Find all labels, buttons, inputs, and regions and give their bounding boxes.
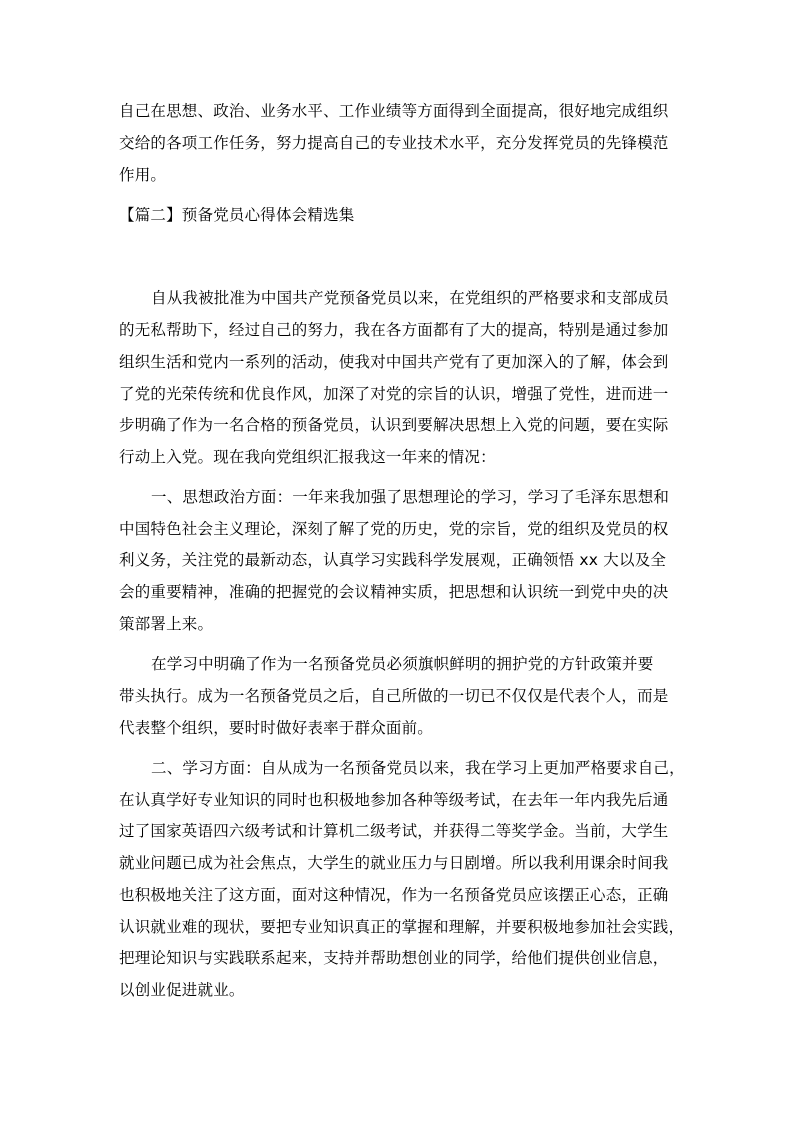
paragraph-line: 二、学习方面：自从成为一名预备党员以来，我在学习上更加严格要求自己， (151, 759, 685, 777)
paragraph-line: 自己在思想、政治、业务水平、工作业绩等方面得到全面提高，很好地完成组织 (119, 102, 669, 120)
section-heading: 【篇二】预备党员心得体会精选集 (119, 206, 355, 224)
paragraph-line: 步明确了作为一名合格的预备党员，认识到要解决思想上入党的问题，要在实际 (119, 416, 669, 434)
paragraph-line: 会的重要精神，准确的把握党的会议精神实质，把思想和认识统一到党中央的决 (119, 583, 669, 601)
paragraph-line: 策部署上来。 (119, 615, 214, 633)
paragraph-line: 也积极地关注了这方面，面对这种情况，作为一名预备党员应该摆正心态，正确 (119, 886, 669, 904)
paragraph-line: 交给的各项工作任务，努力提高自己的专业技术水平，充分发挥党员的先锋模范 (119, 134, 669, 152)
paragraph-line: 利义务，关注党的最新动态，认真学习实践科学发展观，正确领悟 xx 大以及全 (119, 551, 667, 569)
paragraph-line: 就业问题已成为社会焦点，大学生的就业压力与日剧增。所以我利用课余时间我 (119, 854, 669, 872)
paragraph-line: 认识就业难的现状，要把专业知识真正的掌握和理解，并要积极地参加社会实践， (119, 918, 685, 936)
paragraph-line: 一、思想政治方面：一年来我加强了思想理论的学习，学习了毛泽东思想和 (151, 488, 670, 506)
paragraph-line: 带头执行。成为一名预备党员之后，自己所做的一切已不仅仅是代表个人，而是 (119, 687, 669, 705)
paragraph-line: 在学习中明确了作为一名预备党员必须旗帜鲜明的拥护党的方针政策并要 (151, 655, 654, 673)
paragraph-line: 中国特色社会主义理论，深刻了解了党的历史，党的宗旨，党的组织及党员的权 (119, 520, 669, 538)
paragraph-line: 了党的光荣传统和优良作风，加深了对党的宗旨的认识，增强了党性，进而进一 (119, 385, 669, 403)
paragraph-line: 代表整个组织，要时时做好表率于群众面前。 (119, 719, 434, 737)
paragraph-line: 在认真学好专业知识的同时也积极地参加各种等级考试，在去年一年内我先后通 (119, 791, 669, 809)
paragraph-line: 作用。 (119, 166, 167, 184)
paragraph-line: 过了国家英语四六级考试和计算机二级考试，并获得二等奖学金。当前，大学生 (119, 822, 669, 840)
paragraph-line: 的无私帮助下，经过自己的努力，我在各方面都有了大的提高，特别是通过参加 (119, 321, 669, 339)
paragraph-line: 把理论知识与实践联系起来，支持并帮助想创业的同学，给他们提供创业信息， (119, 949, 669, 967)
paragraph-line: 自从我被批准为中国共产党预备党员以来，在党组织的严格要求和支部成员 (151, 289, 670, 307)
paragraph-line: 组织生活和党内一系列的活动，使我对中国共产党有了更加深入的了解，体会到 (119, 353, 669, 371)
paragraph-line: 以创业促进就业。 (119, 981, 245, 999)
paragraph-line: 行动上入党。现在我向党组织汇报我这一年来的情况： (119, 448, 496, 466)
